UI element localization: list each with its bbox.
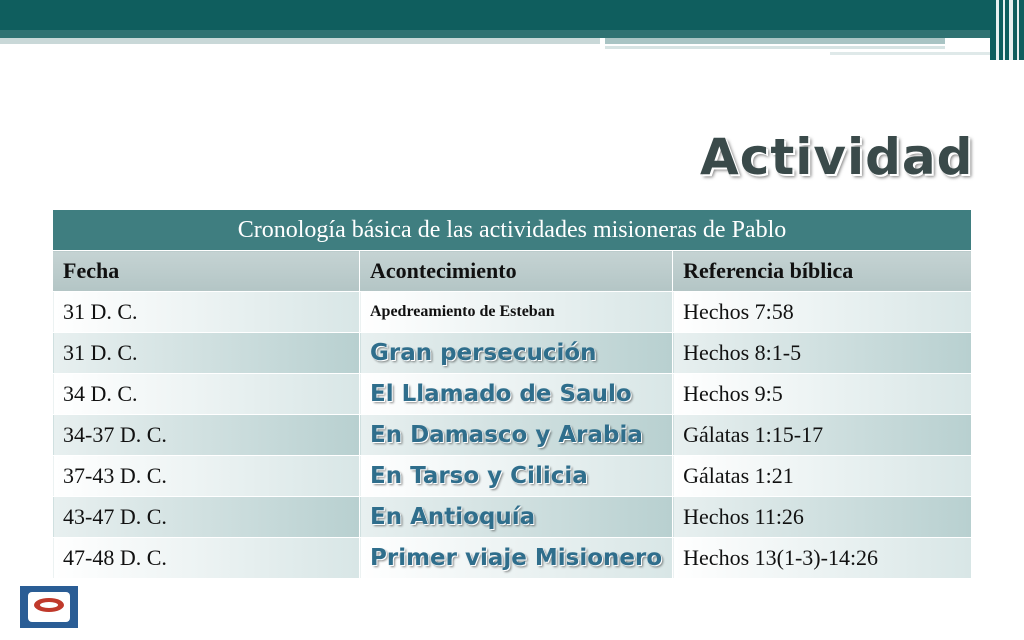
cell-acontecimiento: Apedreamiento de Esteban — [360, 292, 673, 333]
decor-stripe — [605, 38, 945, 44]
table-row — [53, 456, 972, 497]
cell-referencia: Gálatas 1:21 — [673, 456, 972, 497]
slide-title: Actividad — [700, 128, 974, 186]
table-row — [53, 374, 972, 415]
event-label: Gran persecución — [370, 340, 597, 366]
top-banner-shade — [0, 30, 1024, 38]
cell-referencia: Hechos 13(1-3)-14:26 — [673, 538, 972, 579]
cell-acontecimiento — [360, 538, 673, 579]
cell-fecha: 34-37 D. C. — [53, 415, 360, 456]
table-row — [53, 497, 972, 538]
table-row — [53, 292, 972, 333]
event-label: En Tarso y Cilicia — [370, 463, 588, 489]
cell-acontecimiento — [360, 374, 673, 415]
cell-referencia: Hechos 11:26 — [673, 497, 972, 538]
event-label: El Llamado de Saulo — [370, 381, 632, 407]
decor-stripe — [0, 38, 600, 44]
event-label: Primer viaje Misionero — [370, 545, 663, 571]
table-row — [53, 415, 972, 456]
cell-fecha: 43-47 D. C. — [53, 497, 360, 538]
cell-fecha: 31 D. C. — [53, 333, 360, 374]
chronology-table — [52, 209, 972, 579]
cell-fecha: 37-43 D. C. — [53, 456, 360, 497]
decor-stripe — [605, 46, 945, 49]
table-caption: Cronología básica de las actividades misioneras de Pablo — [53, 210, 972, 251]
cell-referencia: Hechos 7:58 — [673, 292, 972, 333]
column-header-fecha: Fecha — [53, 251, 360, 292]
cell-fecha: 34 D. C. — [53, 374, 360, 415]
top-banner — [0, 0, 1024, 30]
column-header-acontecimiento: Acontecimiento — [360, 251, 673, 292]
book-logo-icon — [20, 586, 78, 628]
cell-referencia: Hechos 9:5 — [673, 374, 972, 415]
decor-stripe — [830, 52, 990, 55]
cell-acontecimiento — [360, 497, 673, 538]
table-row — [53, 538, 972, 579]
event-label: En Antioquía — [370, 504, 536, 530]
cell-fecha: 47-48 D. C. — [53, 538, 360, 579]
column-header-referencia: Referencia bíblica — [673, 251, 972, 292]
cell-referencia: Hechos 8:1-5 — [673, 333, 972, 374]
cell-fecha: 31 D. C. — [53, 292, 360, 333]
cell-acontecimiento — [360, 456, 673, 497]
event-label: En Damasco y Arabia — [370, 422, 643, 448]
cell-acontecimiento — [360, 333, 673, 374]
cell-referencia: Gálatas 1:15-17 — [673, 415, 972, 456]
table-row — [53, 333, 972, 374]
cell-acontecimiento — [360, 415, 673, 456]
decor-vertical-bars — [990, 0, 1024, 60]
